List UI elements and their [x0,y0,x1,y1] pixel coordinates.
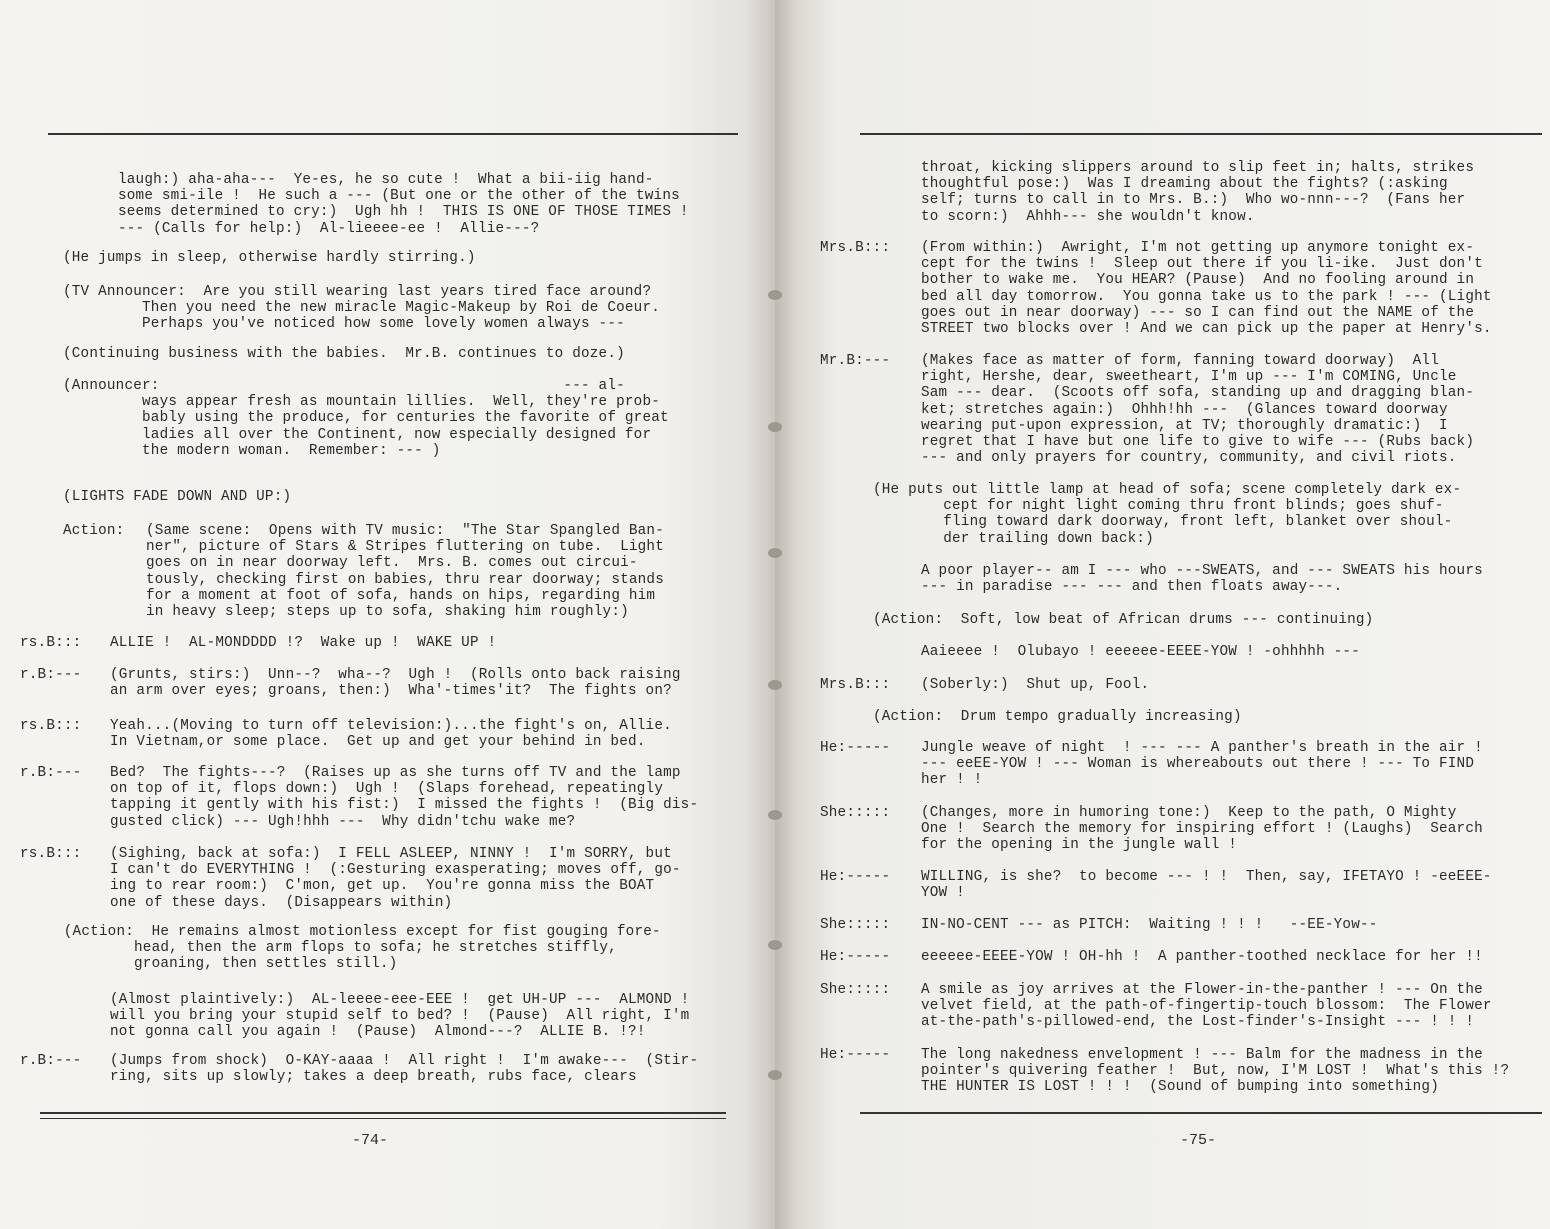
speaker-label: Mrs.B::: [820,677,891,693]
right-block-2 [921,240,1492,337]
text-line: Then you need the new miracle Magic-Makeup by Roi de Coeur. [63,300,661,317]
right-block-1 [921,160,1474,225]
left-block-3 [63,284,660,333]
text-line: I can't do EVERYTHING ! (:Gesturing exasperating; moves off, go- [110,862,681,879]
left-block-2 [63,250,476,266]
text-line: groaning, then settles still.) [55,956,398,973]
binding-hole [768,1070,782,1080]
text-line: ways appear fresh as mountain lillies. Well, they're prob- [63,394,661,411]
text-line: Aaieeee ! Olubayo ! eeeeee-EEEE-YOW ! -ohhhhh --- [921,644,1360,660]
text-line: laugh:) aha-aha--- Ye-es, he so cute ! What a bii-iig hand- [118,172,654,188]
top-rule [860,133,1542,135]
speaker-label: r.B:--- [20,667,82,683]
text-line: to scorn:) Ahhh--- she wouldn't know. [921,208,1255,225]
text-line: throat, kicking slippers around to slip feet in; halts, strikes [921,160,1475,176]
speaker-label: Mrs.B::: [820,240,891,256]
text-line: Bed? The fights---? (Raises up as she turns off TV and the lamp [110,765,681,781]
text-line: (He puts out little lamp at head of sofa; scene completely dark ex- [873,482,1462,498]
text-line: some smi-ile ! He such a --- (But one or the other of the twins [118,188,680,205]
text-line: --- and only prayers for country, community, and civil riots. [921,450,1457,467]
binding-hole [768,422,782,432]
text-line: WILLING, is she? to become --- ! ! Then, say, IFETAYO ! -eeEEE- [921,869,1492,885]
text-line: (Action: Soft, low beat of African drums --- continuing) [873,612,1374,628]
right-block-4 [873,482,1461,547]
left-block-8 [110,635,496,651]
speaker-label: She::::: [820,917,891,933]
text-line: tously, checking first on babies, thru rear doorway; stands [146,571,664,588]
text-line: --- eeEE-YOW ! --- Woman is whereabouts out there ! --- To FIND [921,756,1475,773]
speaker-label: He:----- [820,1047,891,1063]
right-block-5 [921,563,1483,595]
right-block-10 [921,740,1483,789]
text-line: --- (Calls for help:) Al-lieeee-ee ! Allie---? [118,220,540,237]
speaker-label: He:----- [820,869,891,885]
text-line: velvet field, at the path-of-fingertip-touch blossom: The Flower [921,998,1492,1015]
right-block-6 [873,612,1373,628]
text-line: (TV Announcer: Are you still wearing last years tired face around? [63,284,652,300]
left-block-6 [63,489,291,505]
binding-hole [768,290,782,300]
speaker-label: He:----- [820,740,891,756]
text-line: head, then the arm flops to sofa; he stretches stiffly, [55,940,617,957]
text-line: goes on in near doorway left. Mrs. B. comes out circui- [146,555,638,572]
text-line: (LIGHTS FADE DOWN AND UP:) [63,489,292,505]
text-line: fling toward dark doorway, front left, blanket over shoul- [873,514,1453,531]
text-line: A poor player-- am I --- who ---SWEATS, and --- SWEATS his hours [921,563,1483,579]
bottom-rule [40,1118,726,1119]
text-line: (Jumps from shock) O-KAY-aaaa ! All right ! I'm awake--- (Stir- [110,1053,699,1069]
text-line: ladies all over the Continent, now especially designed for [63,426,652,443]
text-line: The long nakedness envelopment ! --- Balm for the madness in the [921,1047,1483,1063]
text-line: not gonna call you again ! (Pause) Almond---? ALLIE B. !?! [110,1024,646,1041]
text-line: (Soberly:) Shut up, Fool. [921,677,1150,693]
text-line: (From within:) Awright, I'm not getting up anymore tonight ex- [921,240,1475,256]
speaker-label: She::::: [820,805,891,821]
speaker-label: Action: [63,523,125,539]
top-rule [48,133,738,135]
speaker-label: rs.B::: [20,635,82,651]
right-block-16 [921,1047,1509,1096]
text-line: (Announcer: --- al- [63,378,625,394]
bottom-rule [40,1112,726,1114]
binding-hole [768,548,782,558]
right-block-7 [921,644,1360,660]
text-line: an arm over eyes; groans, then:) Wha'-times'it? The fights on? [110,683,672,700]
text-line: ing to rear room:) C'mon, get up. You're gonna miss the BOAT [110,878,655,895]
text-line: IN-NO-CENT --- as PITCH: Waiting ! ! ! --EE-Yow-- [921,917,1378,933]
text-line: (Action: He remains almost motionless except for fist gouging fore- [55,924,661,940]
text-line: (Continuing business with the babies. Mr.B. continues to doze.) [63,346,625,362]
text-line: for a moment at foot of sofa, hands on hips, regarding him [146,587,656,604]
left-block-12 [110,846,681,911]
left-block-9 [110,667,681,699]
text-line: bed all day tomorrow. You gonna take us to the park ! --- (Light [921,288,1492,305]
binding-hole [768,940,782,950]
right-block-8 [921,677,1149,693]
text-line: on top of it, flops down:) Ugh ! (Slaps forehead, repeatingly [110,781,664,798]
speaker-label: She::::: [820,982,891,998]
text-line: eeeeee-EEEE-YOW ! OH-hh ! A panther-toothed necklace for her !! [921,949,1483,965]
right-block-14 [921,949,1483,965]
text-line: thoughtful pose:) Was I dreaming about the fights? (:asking [921,176,1448,193]
text-line: (Grunts, stirs:) Unn--? wha--? Ugh ! (Rolls onto back raising [110,667,681,683]
text-line: (Sighing, back at sofa:) I FELL ASLEEP, NINNY ! I'm SORRY, but [110,846,672,862]
left-block-15 [110,1053,698,1085]
text-line: self; turns to call in to Mrs. B.:) Who wo-nnn---? (Fans her [921,192,1466,209]
text-line: Yeah...(Moving to turn off television:)...the fight's on, Allie. [110,718,672,734]
speaker-label: rs.B::: [20,718,82,734]
text-line: ket; stretches again:) Ohhh!hh --- (Glances toward doorway [921,401,1448,418]
text-line: in heavy sleep; steps up to sofa, shaking him roughly:) [146,604,629,621]
text-line: the modern woman. Remember: --- ) [63,442,441,459]
binding-hole [768,810,782,820]
left-block-5 [63,378,669,459]
text-line: (Same scene: Opens with TV music: "The Star Spangled Ban- [146,523,664,539]
left-block-7 [146,523,664,620]
text-line: wearing put-upon expression, at TV; thoroughly dramatic:) I [921,417,1448,434]
right-block-9 [873,709,1242,725]
text-line: gusted click) --- Ugh!hhh --- Why didn'tchu wake me? [110,813,576,830]
left-block-13 [55,924,661,973]
speaker-label: Mr.B:--- [820,353,891,369]
text-line: THE HUNTER IS LOST ! ! ! (Sound of bumping into something) [921,1079,1439,1096]
text-line: In Vietnam,or some place. Get up and get your behind in bed. [110,734,646,751]
text-line: (Makes face as matter of form, fanning toward doorway) All [921,353,1439,369]
text-line: YOW ! [921,885,965,902]
right-block-12 [921,869,1492,901]
text-line: (Action: Drum tempo gradually increasing) [873,709,1242,725]
speaker-label: r.B:--- [20,765,82,781]
text-line: ner", picture of Stars & Stripes fluttering on tube. Light [146,539,664,556]
text-line: tapping it gently with his fist:) I missed the fights ! (Big dis- [110,797,699,814]
text-line: at-the-path's-pillowed-end, the Lost-finder's-Insight --- ! ! ! [921,1014,1475,1031]
text-line: seems determined to cry:) Ugh hh ! THIS IS ONE OF THOSE TIMES ! [118,204,689,221]
text-line: one of these days. (Disappears within) [110,894,453,911]
text-line: ALLIE ! AL-MONDDDD !? Wake up ! WAKE UP ! [110,635,497,651]
right-page [775,0,1550,1229]
text-line: pointer's quivering feather ! But, now, I'M LOST ! What's this !? [921,1063,1510,1080]
text-line: der trailing down back:) [873,530,1154,547]
text-line: bably using the produce, for centuries the favorite of great [63,410,669,427]
text-line: Perhaps you've noticed how some lovely women always --- [63,316,625,333]
text-line: (Changes, more in humoring tone:) Keep to the path, O Mighty [921,805,1457,821]
text-line: ring, sits up slowly; takes a deep breath, rubs face, clears [110,1069,637,1086]
left-block-4 [63,346,625,362]
text-line: A smile as joy arrives at the Flower-in-the-panther ! --- On the [921,982,1483,998]
bottom-rule [860,1112,1542,1114]
page-number: -74- [352,1132,389,1149]
left-block-11 [110,765,698,830]
text-line: (Almost plaintively:) AL-leeee-eee-EEE ! get UH-UP --- ALMOND ! [110,992,690,1008]
text-line: --- in paradise --- --- and then floats away---. [921,579,1343,596]
text-line: for the opening in the jungle wall ! [921,837,1238,854]
right-block-15 [921,982,1492,1031]
page-number: -75- [1180,1132,1217,1149]
text-line: will you bring your stupid self to bed? ! (Pause) All right, I'm [110,1008,690,1025]
text-line: STREET two blocks over ! And we can pick up the paper at Henry's. [921,321,1492,338]
speaker-label: r.B:--- [20,1053,82,1069]
text-line: cept for the twins ! Sleep out there if you li-ike. Just don't [921,256,1483,273]
text-line: goes out in near doorway) --- so I can find out the NAME of the [921,304,1475,321]
left-block-14 [110,992,689,1041]
text-line: cept for night light coming thru front blinds; goes shuf- [873,498,1444,515]
text-line: Jungle weave of night ! --- --- A panther's breath in the air ! [921,740,1483,756]
left-block-10 [110,718,672,750]
text-line: (He jumps in sleep, otherwise hardly stirring.) [63,250,476,266]
text-line: bother to wake me. You HEAR? (Pause) And no fooling around in [921,272,1475,289]
right-block-3 [921,353,1474,466]
speaker-label: He:----- [820,949,891,965]
text-line: regret that I have but one life to give to wife --- (Rubs back) [921,434,1475,451]
text-line: her ! ! [921,772,983,789]
left-block-1 [118,172,689,237]
binding-hole [768,680,782,690]
right-block-13 [921,917,1378,933]
text-line: Sam --- dear. (Scoots off sofa, standing up and dragging blan- [921,385,1475,402]
text-line: right, Hershe, dear, sweetheart, I'm up --- I'm COMING, Uncle [921,369,1457,386]
speaker-label: rs.B::: [20,846,82,862]
right-block-11 [921,805,1483,854]
text-line: One ! Search the memory for inspiring effort ! (Laughs) Search [921,821,1483,838]
